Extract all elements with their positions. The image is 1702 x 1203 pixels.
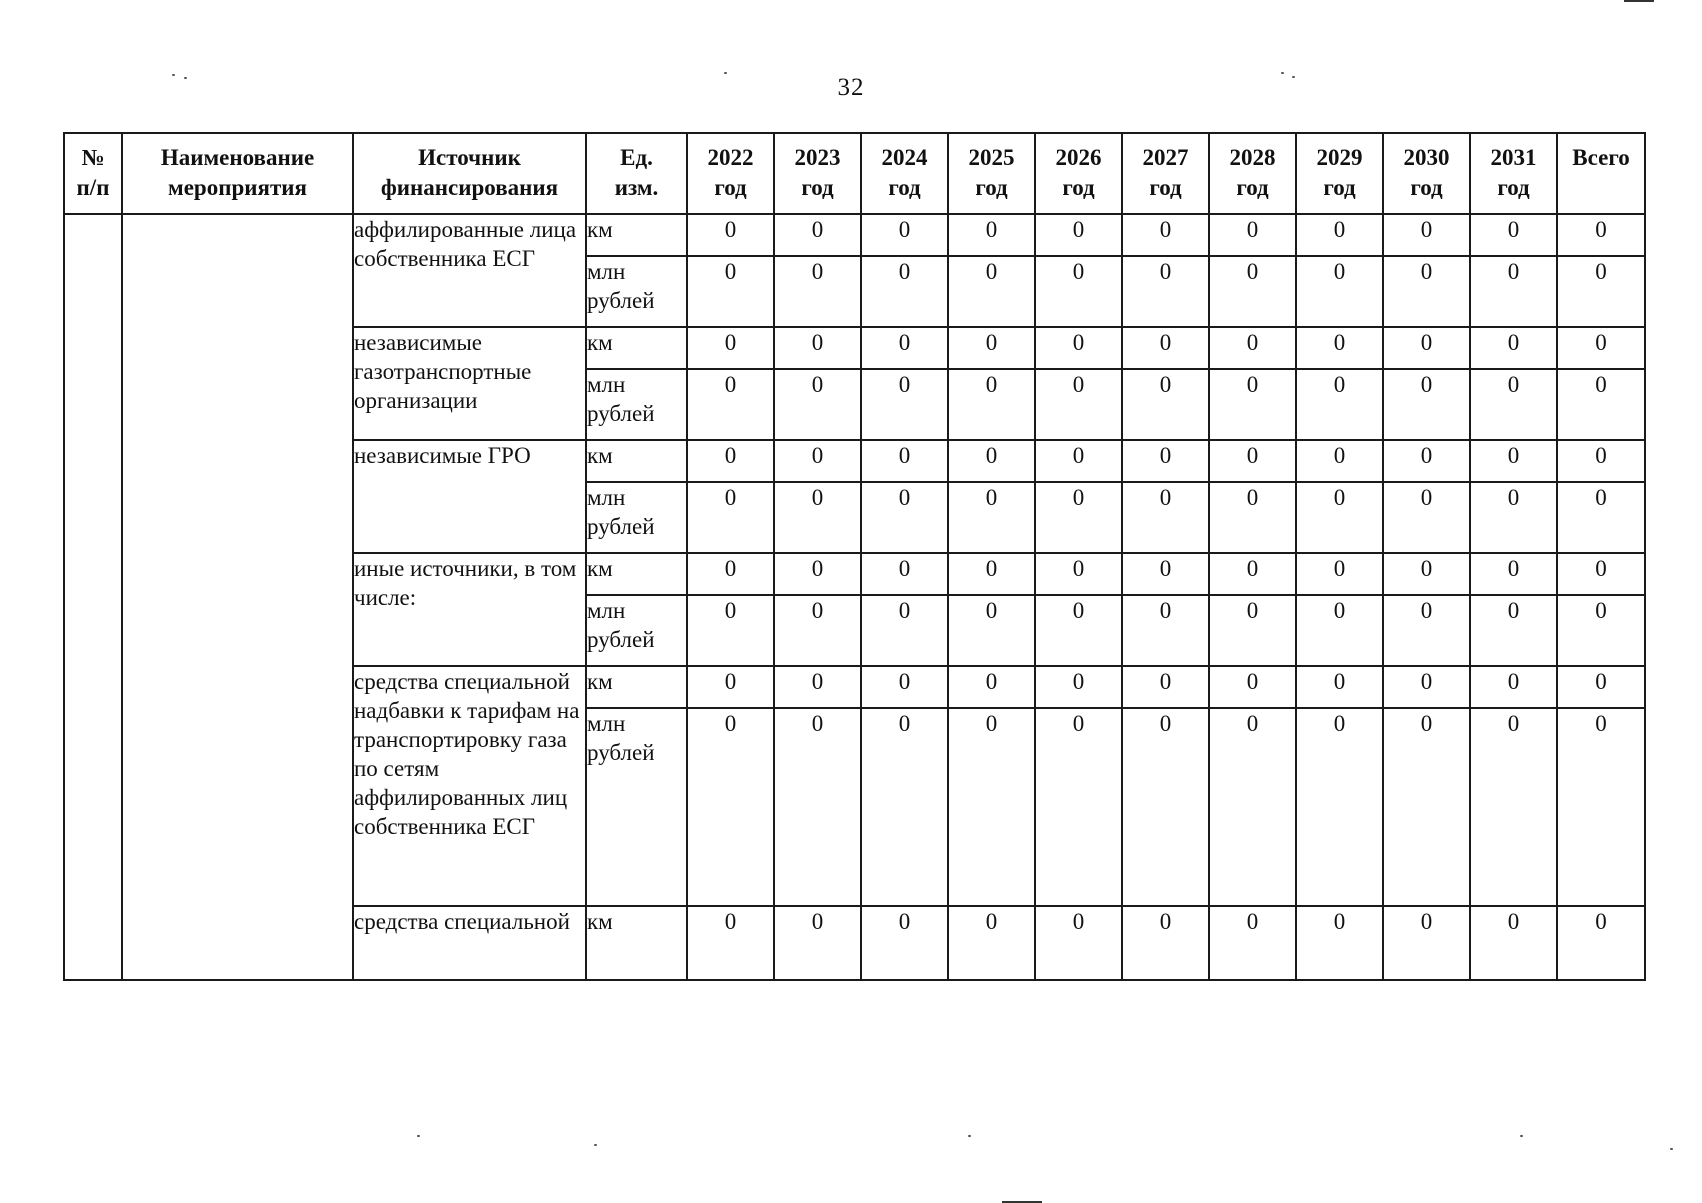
- source-cell: независимые ГРО: [353, 440, 586, 553]
- value-cell: 0: [687, 553, 774, 595]
- value-cell: 0: [1122, 440, 1209, 482]
- total-cell: 0: [1557, 595, 1645, 666]
- header-year: 2030 год: [1383, 133, 1470, 214]
- value-cell: 0: [1470, 327, 1557, 369]
- value-cell: 0: [1122, 482, 1209, 553]
- scan-speck: [724, 72, 727, 74]
- unit-cell: млн рублей: [586, 369, 687, 440]
- value-cell: 0: [774, 440, 861, 482]
- header-year: 2029 год: [1296, 133, 1383, 214]
- value-cell: 0: [861, 327, 948, 369]
- value-cell: 0: [861, 369, 948, 440]
- value-cell: 0: [1122, 595, 1209, 666]
- source-cell: иные источники, в том числе:: [353, 553, 586, 666]
- total-cell: 0: [1557, 214, 1645, 256]
- total-cell: 0: [1557, 369, 1645, 440]
- value-cell: 0: [687, 369, 774, 440]
- value-cell: 0: [1296, 214, 1383, 256]
- value-cell: 0: [1035, 666, 1122, 708]
- header-year: 2027 год: [1122, 133, 1209, 214]
- value-cell: 0: [948, 256, 1035, 327]
- value-cell: 0: [1470, 482, 1557, 553]
- unit-cell: км: [586, 327, 687, 369]
- value-cell: 0: [1122, 708, 1209, 906]
- unit-cell: км: [586, 214, 687, 256]
- header-year: 2025 год: [948, 133, 1035, 214]
- value-cell: 0: [1296, 595, 1383, 666]
- value-cell: 0: [1209, 256, 1296, 327]
- value-cell: 0: [1209, 482, 1296, 553]
- header-num: № п/п: [64, 133, 122, 214]
- value-cell: 0: [861, 256, 948, 327]
- value-cell: 0: [774, 369, 861, 440]
- value-cell: 0: [687, 595, 774, 666]
- value-cell: 0: [1035, 595, 1122, 666]
- value-cell: 0: [1035, 214, 1122, 256]
- value-cell: 0: [1470, 906, 1557, 980]
- header-source: Источник финансирования: [353, 133, 586, 214]
- source-cell: средства специальной надбавки к тарифам на транспортировку газа по сетям аффилированных лиц собственника ЕСГ: [353, 666, 586, 906]
- value-cell: 0: [1296, 256, 1383, 327]
- value-cell: 0: [1122, 906, 1209, 980]
- value-cell: 0: [1209, 214, 1296, 256]
- value-cell: 0: [1296, 440, 1383, 482]
- value-cell: 0: [1209, 553, 1296, 595]
- value-cell: 0: [774, 214, 861, 256]
- value-cell: 0: [1296, 708, 1383, 906]
- value-cell: 0: [1209, 595, 1296, 666]
- header-year: 2028 год: [1209, 133, 1296, 214]
- value-cell: 0: [948, 553, 1035, 595]
- value-cell: 0: [1296, 906, 1383, 980]
- unit-cell: км: [586, 666, 687, 708]
- value-cell: 0: [1209, 666, 1296, 708]
- header-year: 2023 год: [774, 133, 861, 214]
- source-cell: средства специальной: [353, 906, 586, 980]
- unit-cell: км: [586, 440, 687, 482]
- value-cell: 0: [1383, 666, 1470, 708]
- value-cell: 0: [774, 906, 861, 980]
- value-cell: 0: [1383, 708, 1470, 906]
- total-cell: 0: [1557, 440, 1645, 482]
- value-cell: 0: [687, 256, 774, 327]
- total-cell: 0: [1557, 327, 1645, 369]
- value-cell: 0: [1122, 666, 1209, 708]
- value-cell: 0: [861, 214, 948, 256]
- value-cell: 0: [687, 327, 774, 369]
- value-cell: 0: [948, 906, 1035, 980]
- value-cell: 0: [774, 256, 861, 327]
- measure-name-cell: [122, 214, 353, 980]
- value-cell: 0: [1035, 553, 1122, 595]
- value-cell: 0: [861, 440, 948, 482]
- value-cell: 0: [687, 214, 774, 256]
- unit-cell: млн рублей: [586, 482, 687, 553]
- unit-cell: млн рублей: [586, 256, 687, 327]
- value-cell: 0: [687, 708, 774, 906]
- value-cell: 0: [774, 482, 861, 553]
- unit-cell: млн рублей: [586, 708, 687, 906]
- page-number: 32: [837, 74, 865, 101]
- value-cell: 0: [1470, 595, 1557, 666]
- value-cell: 0: [1122, 553, 1209, 595]
- value-cell: 0: [861, 553, 948, 595]
- scan-speck: [1281, 72, 1284, 74]
- value-cell: 0: [948, 708, 1035, 906]
- value-cell: 0: [1035, 327, 1122, 369]
- value-cell: 0: [861, 482, 948, 553]
- total-cell: 0: [1557, 553, 1645, 595]
- scan-speck: [1520, 1135, 1523, 1137]
- table-body: [64, 214, 1645, 980]
- value-cell: 0: [948, 214, 1035, 256]
- value-cell: 0: [687, 906, 774, 980]
- value-cell: 0: [948, 327, 1035, 369]
- value-cell: 0: [774, 553, 861, 595]
- scan-speck: [1670, 1148, 1673, 1150]
- scan-speck: [1292, 76, 1295, 78]
- scan-dash: [1624, 0, 1654, 2]
- value-cell: 0: [1470, 256, 1557, 327]
- value-cell: 0: [1470, 708, 1557, 906]
- header-name: Наименование мероприятия: [122, 133, 353, 214]
- financing-table: [63, 132, 1646, 981]
- source-cell: аффилированные лица собственника ЕСГ: [353, 214, 586, 327]
- value-cell: 0: [1470, 666, 1557, 708]
- unit-cell: км: [586, 553, 687, 595]
- value-cell: 0: [948, 440, 1035, 482]
- value-cell: 0: [1035, 708, 1122, 906]
- value-cell: 0: [1209, 708, 1296, 906]
- unit-cell: км: [586, 906, 687, 980]
- value-cell: 0: [948, 482, 1035, 553]
- value-cell: 0: [1035, 369, 1122, 440]
- value-cell: 0: [1209, 906, 1296, 980]
- value-cell: 0: [1383, 553, 1470, 595]
- header-year: 2022 год: [687, 133, 774, 214]
- value-cell: 0: [1470, 553, 1557, 595]
- value-cell: 0: [861, 708, 948, 906]
- header-unit: Ед. изм.: [586, 133, 687, 214]
- value-cell: 0: [1209, 369, 1296, 440]
- value-cell: 0: [1383, 369, 1470, 440]
- table-row: [64, 214, 1645, 256]
- total-cell: 0: [1557, 708, 1645, 906]
- value-cell: 0: [687, 440, 774, 482]
- value-cell: 0: [1209, 440, 1296, 482]
- value-cell: 0: [774, 708, 861, 906]
- value-cell: 0: [687, 482, 774, 553]
- value-cell: 0: [1209, 327, 1296, 369]
- value-cell: 0: [1296, 369, 1383, 440]
- value-cell: 0: [861, 595, 948, 666]
- scan-speck: [417, 1135, 420, 1137]
- value-cell: 0: [1383, 214, 1470, 256]
- scan-speck: [184, 77, 187, 79]
- total-cell: 0: [1557, 906, 1645, 980]
- header-year: 2026 год: [1035, 133, 1122, 214]
- value-cell: 0: [1122, 214, 1209, 256]
- scan-speck: [968, 1135, 971, 1137]
- value-cell: 0: [948, 369, 1035, 440]
- value-cell: 0: [1383, 327, 1470, 369]
- value-cell: 0: [1296, 327, 1383, 369]
- table-header-row: [64, 133, 1645, 214]
- value-cell: 0: [1035, 482, 1122, 553]
- value-cell: 0: [1035, 906, 1122, 980]
- total-cell: 0: [1557, 256, 1645, 327]
- value-cell: 0: [948, 666, 1035, 708]
- header-year: 2031 год: [1470, 133, 1557, 214]
- value-cell: 0: [1383, 595, 1470, 666]
- value-cell: 0: [1383, 906, 1470, 980]
- value-cell: 0: [1122, 327, 1209, 369]
- value-cell: 0: [774, 595, 861, 666]
- value-cell: 0: [1470, 440, 1557, 482]
- value-cell: 0: [861, 906, 948, 980]
- value-cell: 0: [1035, 440, 1122, 482]
- value-cell: 0: [948, 595, 1035, 666]
- unit-cell: млн рублей: [586, 595, 687, 666]
- header-total: Всего: [1557, 133, 1645, 214]
- source-cell: независимые газотранспортные организации: [353, 327, 586, 440]
- total-cell: 0: [1557, 482, 1645, 553]
- value-cell: 0: [1035, 256, 1122, 327]
- num-cell: [64, 214, 122, 980]
- value-cell: 0: [687, 666, 774, 708]
- scan-speck: [594, 1144, 597, 1146]
- value-cell: 0: [1470, 369, 1557, 440]
- value-cell: 0: [1296, 553, 1383, 595]
- value-cell: 0: [1383, 256, 1470, 327]
- value-cell: 0: [1296, 482, 1383, 553]
- value-cell: 0: [1122, 369, 1209, 440]
- value-cell: 0: [861, 666, 948, 708]
- scan-speck: [172, 74, 175, 76]
- value-cell: 0: [1122, 256, 1209, 327]
- value-cell: 0: [1383, 440, 1470, 482]
- value-cell: 0: [1296, 666, 1383, 708]
- total-cell: 0: [1557, 666, 1645, 708]
- value-cell: 0: [774, 327, 861, 369]
- value-cell: 0: [1383, 482, 1470, 553]
- header-year: 2024 год: [861, 133, 948, 214]
- value-cell: 0: [1470, 214, 1557, 256]
- value-cell: 0: [774, 666, 861, 708]
